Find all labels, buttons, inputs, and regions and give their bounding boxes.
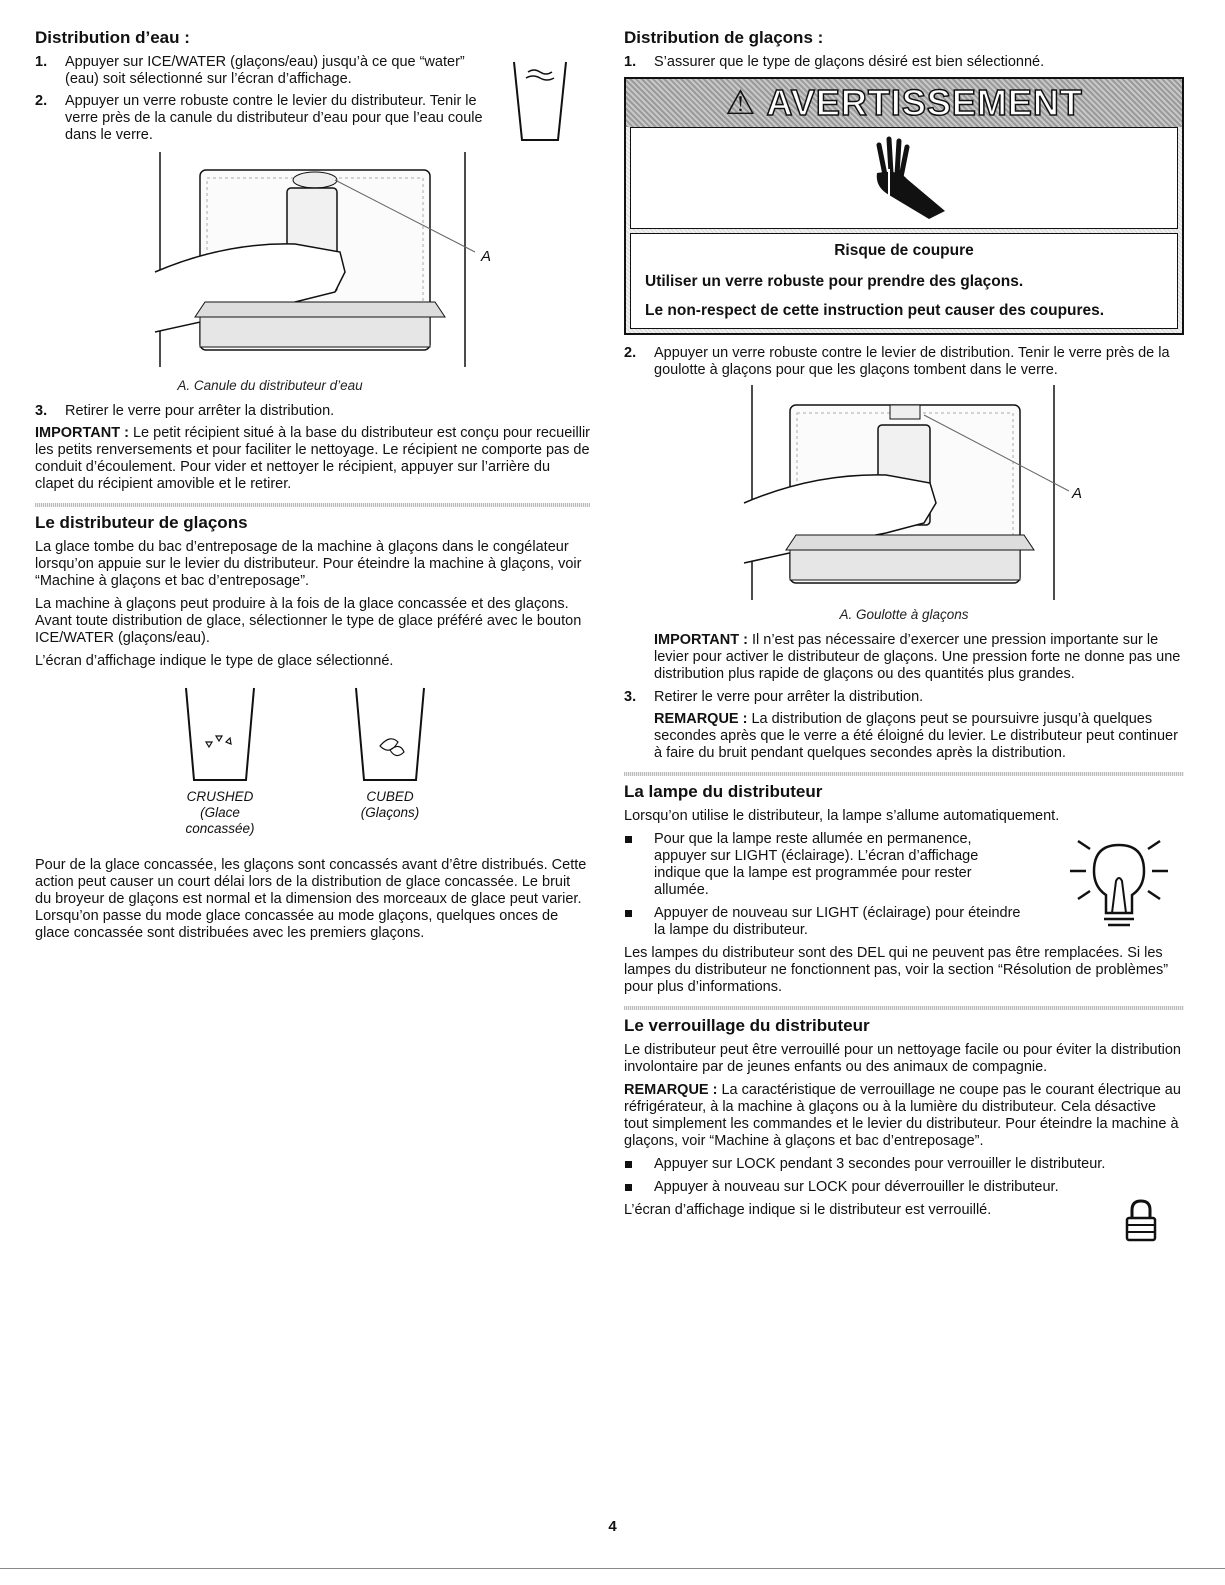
light-bulb-icon [1064, 833, 1174, 933]
dispenser-light-intro: Lorsqu’on utilise le distributeur, la lampe s’allume automatiquement. [624, 808, 1060, 824]
section-divider [624, 1006, 1184, 1010]
crushed-ice-icon [180, 684, 260, 784]
ice-step-2: 2. Appuyer un verre robuste contre le levier de distribution. Tenir le verre près de la goulotte à glaçons pour que les glaçons tombent dans le verre. [624, 345, 1170, 378]
ice-figure-caption: A. Goulotte à glaçons [839, 607, 969, 622]
warning-risk-title: Risque de coupure [834, 242, 974, 259]
dispenser-lock-outro: L’écran d’affichage indique si le distributeur est verrouillé. [624, 1202, 992, 1218]
water-cup-icon [510, 58, 570, 144]
crushed-ice-option: CRUSHED (Glace concassée) [165, 684, 275, 837]
ice-step-3: 3. Retirer le verre pour arrêter la distribution. [624, 689, 924, 705]
dispenser-light-heading: La lampe du distributeur [624, 782, 823, 801]
page-number: 4 [608, 1518, 617, 1535]
page-bottom-rule [0, 1568, 1225, 1569]
water-dispenser-illustration [35, 152, 505, 374]
cut-hazard-pictogram [630, 127, 1178, 229]
lock-bullet-2: Appuyer à nouveau sur LOCK pour déverrouiller le distributeur. [624, 1179, 1184, 1196]
water-figure-label-a: A [481, 248, 492, 265]
ice-dispenser-heading: Le distributeur de glaçons [35, 513, 248, 532]
dispenser-light-outro: Les lampes du distributeur sont des DEL qui ne peuvent pas être remplacées. Si les lampes du distributeur ne fonctionnent pas, voir la section “Résolution de problèmes” pour plus d’informations. [624, 945, 1169, 995]
water-step-1: 1. Appuyer sur ICE/WATER (glaçons/eau) jusqu’à ce que “water” (eau) soit sélectionné sur l’écran d’affichage. [35, 54, 465, 87]
light-bullet-1: Pour que la lampe reste allumée en permanence, appuyer sur LIGHT (éclairage). L’écran d’affichage indique que la lampe est programmée pour rester allumée. [624, 831, 1024, 899]
ice-figure-label-a: A [1072, 485, 1083, 502]
ice-dispenser-illustration [624, 385, 1184, 603]
ice-dispenser-paragraph-4: Pour de la glace concassée, les glaçons sont concassés avant d’être distribués. Cette action peut causer un court délai lors de la distribution de glace concassée. Le bruit du broyeur de glaçons est normal et la dimension des morceaux de glace peut varier. Lorsqu’on passe du mode glace concassée au mode glaçons, quelques onces de glace concassée sont distribuées avec les premiers glaçons. [35, 857, 587, 941]
warning-box [624, 77, 1184, 335]
ice-step-1: 1. S’assurer que le type de glaçons désiré est bien sélectionné. [624, 54, 1045, 70]
ice-type-icons [165, 684, 590, 837]
section-divider [35, 503, 590, 507]
water-step-3: 3. Retirer le verre pour arrêter la distribution. [35, 403, 335, 419]
water-figure-caption: A. Canule du distributeur d’eau [177, 378, 363, 393]
cubed-ice-option: CUBED (Glaçons) [335, 684, 445, 837]
ice-dispenser-paragraph-2: La machine à glaçons peut produire à la fois de la glace concassée et des glaçons. Avant toute distribution de glace, sélectionner le type de glace préféré avec le bouton ICE/WATER (glaçons/eau). [35, 596, 582, 646]
lock-remarque-note: REMARQUE : La caractéristique de verrouillage ne coupe pas le courant électrique au réfrigérateur, à la machine à glaçons ou à la lumière du distributeur. Cela désactive tout simplement les commandes et le levier du distributeur. Pour éteindre la machine à glaçons, voir “Machine à glaçons et bac d’entreposage”. [624, 1082, 1181, 1149]
lock-bullet-1: Appuyer sur LOCK pendant 3 secondes pour verrouiller le distributeur. [624, 1156, 1184, 1173]
warning-header: ⚠ AVERTISSEMENT [626, 79, 1182, 127]
water-step-2: 2. Appuyer un verre robuste contre le levier du distributeur. Tenir le verre près de la canule du distributeur d’eau pour que l’eau coule dans le verre. [35, 93, 483, 143]
section-divider [624, 772, 1184, 776]
light-bullet-2: Appuyer de nouveau sur LIGHT (éclairage) pour éteindre la lampe du distributeur. [624, 905, 1024, 939]
right-column [624, 28, 1184, 1225]
ice-remarque-note: REMARQUE : La distribution de glaçons peut se poursuivre jusqu’à quelques secondes après que le verre a été éloigné du levier. Le distributeur peut continuer à faire du bruit pendant quelques secondes après la distribution. [654, 711, 1178, 761]
warning-triangle-icon: ⚠ [725, 84, 757, 122]
dispenser-lock-paragraph: Le distributeur peut être verrouillé pour un nettoyage facile ou pour éviter la distribution involontaire par de jeunes enfants ou des animaux de compagnie. [624, 1042, 1181, 1075]
warning-consequence: Le non-respect de cette instruction peut causer des coupures. [645, 302, 1105, 319]
warning-text-panel [630, 233, 1178, 329]
ice-dispenser-paragraph-1: La glace tombe du bac d’entreposage de la machine à glaçons dans le congélateur lorsqu’on appuie sur le levier du distributeur. Pour éteindre la machine à glaçons, voir “Machine à glaçons et bac d’entreposage”. [35, 539, 582, 589]
water-dispensing-heading: Distribution d’eau : [35, 28, 190, 47]
ice-dispenser-paragraph-3: L’écran d’affichage indique le type de glace sélectionné. [35, 653, 394, 669]
ice-important-note: IMPORTANT : Il n’est pas nécessaire d’exercer une pression importante sur le levier pour activer le distributeur de glaçons. Une pression forte ne donne pas une distribution plus rapide de glaçons ou des quantités plus grandes. [654, 632, 1181, 682]
padlock-icon [1124, 1198, 1158, 1242]
warning-instruction: Utiliser un verre robuste pour prendre des glaçons. [645, 273, 1024, 290]
water-important-note: IMPORTANT : Le petit récipient situé à la base du distributeur est conçu pour recueillir les petits renversements et pour faciliter le nettoyage. Le récipient ne comporte pas de conduit d’écoulement. Pour vider et nettoyer le récipient, appuyer sur l’arrière du clapet du récipient amovible et le retirer. [35, 425, 591, 492]
left-column [35, 28, 590, 948]
water-dispenser-figure [35, 152, 590, 374]
cut-hand-icon [859, 135, 949, 221]
ice-dispensing-heading: Distribution de glaçons : [624, 28, 824, 47]
dispenser-lock-heading: Le verrouillage du distributeur [624, 1016, 870, 1035]
ice-dispenser-figure [624, 385, 1184, 603]
cubed-ice-icon [350, 684, 430, 784]
